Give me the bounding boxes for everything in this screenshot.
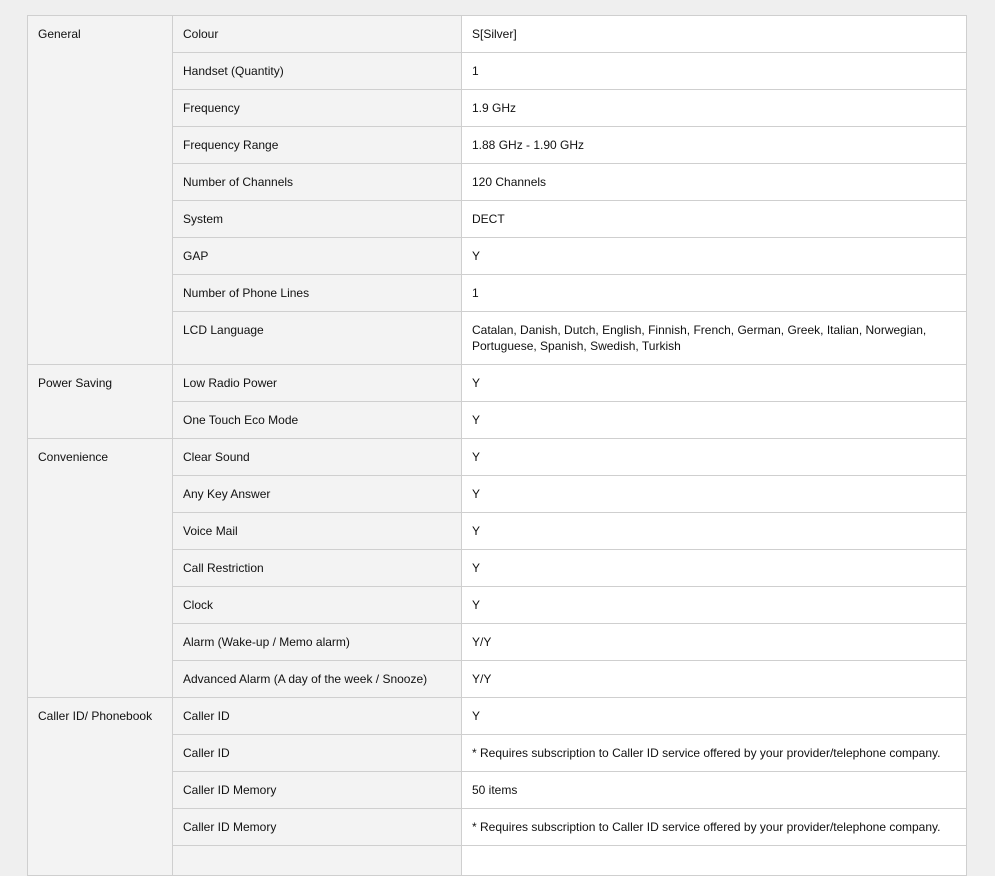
spec-value-cell xyxy=(462,312,967,365)
spec-value-cell xyxy=(462,127,967,164)
category-cell: General xyxy=(28,16,173,365)
spec-value: Catalan, Danish, Dutch, English, Finnish, French, German, Greek, Italian, Norwegian, Portuguese, Spanish, Swedish, Turkish xyxy=(472,323,927,353)
spec-label-cell xyxy=(173,16,462,53)
spec-value: Y xyxy=(472,376,481,390)
spec-value-cell xyxy=(462,53,967,90)
spec-label xyxy=(183,846,451,866)
spec-label-cell xyxy=(173,624,462,661)
category-cell: Power Saving xyxy=(28,365,173,439)
spec-value: 1 xyxy=(472,64,479,78)
spec-value: 120 Channels xyxy=(472,175,547,189)
spec-label-cell xyxy=(173,90,462,127)
spec-value: Y xyxy=(472,450,481,464)
spec-label-cell xyxy=(173,513,462,550)
spec-label-cell xyxy=(173,439,462,476)
spec-value-cell xyxy=(462,513,967,550)
spec-value: Y xyxy=(472,413,481,427)
spec-table-container xyxy=(27,15,967,876)
spec-value-cell xyxy=(462,809,967,846)
category-cell: Convenience xyxy=(28,439,173,698)
spec-label: Any Key Answer xyxy=(183,487,271,501)
spec-label-cell xyxy=(173,201,462,238)
spec-label-cell xyxy=(173,661,462,698)
spec-value: 1.9 GHz xyxy=(472,101,517,115)
spec-value-cell xyxy=(462,698,967,735)
spec-label: Caller ID Memory xyxy=(183,783,277,797)
spec-label-cell xyxy=(173,735,462,772)
spec-label-cell xyxy=(173,476,462,513)
spec-value-cell xyxy=(462,164,967,201)
spec-label: Caller ID xyxy=(183,746,230,760)
spec-label: Advanced Alarm (A day of the week / Snooze) xyxy=(183,672,428,686)
spec-table xyxy=(27,15,967,876)
spec-value: Y/Y xyxy=(472,672,492,686)
spec-value: Y xyxy=(472,249,481,263)
spec-value-cell xyxy=(462,476,967,513)
spec-value-cell xyxy=(462,16,967,53)
spec-value-cell xyxy=(462,238,967,275)
spec-label: Handset (Quantity) xyxy=(183,64,284,78)
spec-label: System xyxy=(183,212,224,226)
spec-value: * Requires subscription to Caller ID service offered by your provider/telephone company. xyxy=(472,820,941,834)
spec-label: Call Restriction xyxy=(183,561,264,575)
spec-label: LCD Language xyxy=(183,323,264,337)
spec-label-cell xyxy=(173,550,462,587)
spec-value: S[Silver] xyxy=(472,27,517,41)
spec-value-cell xyxy=(462,275,967,312)
spec-value-cell xyxy=(462,661,967,698)
spec-value-cell xyxy=(462,550,967,587)
spec-label-cell xyxy=(173,164,462,201)
spec-label-cell xyxy=(173,587,462,624)
spec-row xyxy=(28,16,967,53)
spec-label-cell xyxy=(173,275,462,312)
category-cell: Caller ID/ Phonebook xyxy=(28,698,173,876)
spec-label-cell xyxy=(173,846,462,876)
spec-label: Frequency Range xyxy=(183,138,279,152)
spec-label: Number of Phone Lines xyxy=(183,286,310,300)
spec-label-cell xyxy=(173,312,462,365)
spec-table-body xyxy=(28,16,967,876)
spec-row xyxy=(28,439,967,476)
spec-label: Clear Sound xyxy=(183,450,250,464)
spec-label: Clock xyxy=(183,598,214,612)
spec-label-cell xyxy=(173,698,462,735)
spec-value: Y xyxy=(472,709,481,723)
spec-value: 1 xyxy=(472,286,479,300)
spec-row xyxy=(28,365,967,402)
spec-value-cell xyxy=(462,587,967,624)
spec-label: Number of Channels xyxy=(183,175,294,189)
spec-label: Caller ID Memory xyxy=(183,820,277,834)
spec-value: Y/Y xyxy=(472,635,492,649)
spec-value-cell xyxy=(462,846,967,876)
spec-value: Y xyxy=(472,561,481,575)
spec-value: Y xyxy=(472,598,481,612)
spec-label: Colour xyxy=(183,27,219,41)
spec-label: Frequency xyxy=(183,101,240,115)
spec-value-cell xyxy=(462,90,967,127)
spec-value-cell xyxy=(462,402,967,439)
spec-row xyxy=(28,698,967,735)
spec-value: Y xyxy=(472,487,481,501)
spec-label: One Touch Eco Mode xyxy=(183,413,299,427)
spec-label: Alarm (Wake-up / Memo alarm) xyxy=(183,635,350,649)
spec-label: Voice Mail xyxy=(183,524,238,538)
spec-value-cell xyxy=(462,201,967,238)
spec-label-cell xyxy=(173,772,462,809)
spec-value: 1.88 GHz - 1.90 GHz xyxy=(472,138,585,152)
spec-value xyxy=(472,846,956,866)
spec-value: DECT xyxy=(472,212,505,226)
spec-value-cell xyxy=(462,772,967,809)
spec-label: Caller ID xyxy=(183,709,230,723)
spec-label-cell xyxy=(173,238,462,275)
spec-value: Y xyxy=(472,524,481,538)
spec-label: GAP xyxy=(183,249,209,263)
spec-label-cell xyxy=(173,809,462,846)
spec-label-cell xyxy=(173,53,462,90)
spec-value: * Requires subscription to Caller ID service offered by your provider/telephone company. xyxy=(472,746,941,760)
spec-value-cell xyxy=(462,624,967,661)
spec-label-cell xyxy=(173,402,462,439)
spec-value-cell xyxy=(462,439,967,476)
spec-label: Low Radio Power xyxy=(183,376,278,390)
spec-value-cell xyxy=(462,365,967,402)
spec-label-cell xyxy=(173,127,462,164)
spec-label-cell xyxy=(173,365,462,402)
spec-value-cell xyxy=(462,735,967,772)
spec-value: 50 items xyxy=(472,783,518,797)
